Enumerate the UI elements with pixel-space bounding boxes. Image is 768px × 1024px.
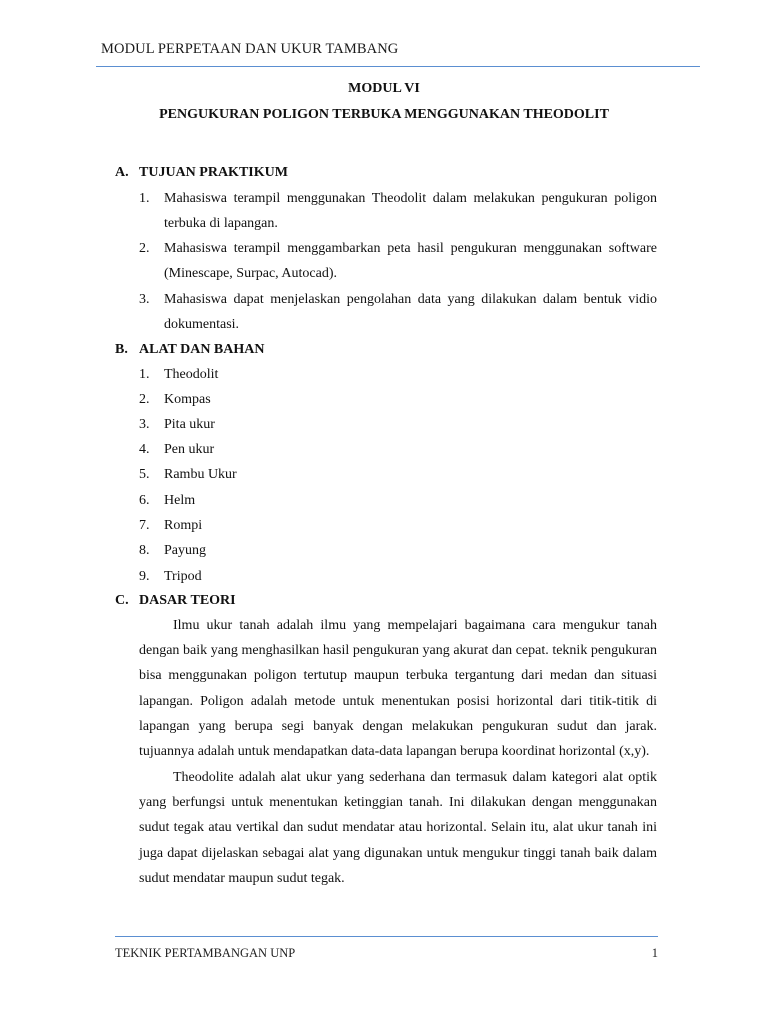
list-number: 4. [139,442,150,457]
list-item [139,462,657,487]
section-b-heading [115,342,265,358]
list-number: 3. [139,292,150,307]
section-letter: B. [115,342,128,357]
section-a-heading [115,165,288,181]
list-number: 1. [139,191,150,206]
list-text: Kompas [164,392,211,407]
list-text: Mahasiswa terampil menggambarkan peta hasil pengukuran menggunakan software (Minescape, Surpac, Autocad). [164,241,657,281]
list-item [139,362,657,387]
list-number: 2. [139,392,150,407]
section-title: ALAT DAN BAHAN [139,342,265,357]
list-item [139,412,657,437]
list-number: 1. [139,367,150,382]
section-title: TUJUAN PRAKTIKUM [139,165,288,180]
body-paragraph: Ilmu ukur tanah adalah ilmu yang mempelajari bagaimana cara mengukur tanah dengan baik yang menghasilkan hasil pengukuran yang akurat dan cepat. teknik pengukuran bisa menggunakan poligon tertutup maupun terbuka tergantung dari medan dan situasi lapangan. Poligon adalah metode untuk menentukan posisi horizontal dari titik-titik di lapangan yang berupa segi banyak dengan melakukan pengukuran sudut dan jarak. tujuannya adalah untuk mendapatkan data-data lapangan berupa koordinat horizontal (x,y). [139,618,657,760]
list-item [139,488,657,513]
running-header: MODUL PERPETAAN DAN UKUR TAMBANG [101,41,399,57]
list-text: Theodolit [164,367,219,382]
footer-rule [115,936,658,937]
list-text: Tripod [164,569,202,584]
list-text: Pen ukur [164,442,215,457]
list-text: Payung [164,543,206,558]
list-text: Pita ukur [164,417,215,432]
list-number: 3. [139,417,150,432]
section-title: DASAR TEORI [139,593,236,608]
section-c-heading [115,593,236,609]
header-rule [96,66,700,67]
module-subtitle: PENGUKURAN POLIGON TERBUKA MENGGUNAKAN THEODOLIT [159,107,609,122]
list-text: Rambu Ukur [164,467,237,482]
list-item [139,236,657,286]
list-text: Helm [164,493,196,508]
page-number: 1 [651,946,658,960]
list-number: 8. [139,543,150,558]
list-item [139,387,657,412]
list-text: Mahasiswa dapat menjelaskan pengolahan data yang dilakukan dalam bentuk vidio dokumentasi. [164,292,657,332]
list-item [139,538,657,563]
list-number: 5. [139,467,150,482]
section-letter: C. [115,593,129,608]
list-number: 7. [139,518,150,533]
list-text: Mahasiswa terampil menggunakan Theodolit dalam melakukan pengukuran poligon terbuka di lapangan. [164,191,657,231]
list-number: 9. [139,569,150,584]
running-footer: TEKNIK PERTAMBANGAN UNP [115,946,296,960]
module-title: MODUL VI [348,81,420,96]
list-item [139,513,657,538]
list-number: 2. [139,241,150,256]
list-number: 6. [139,493,150,508]
list-item [139,564,657,589]
section-letter: A. [115,165,129,180]
list-item [139,287,657,337]
body-paragraph: Theodolite adalah alat ukur yang sederhana dan termasuk dalam kategori alat optik yang berfungsi untuk menentukan ketinggian tanah. Ini dilakukan dengan menggunakan sudut tegak atau vertikal dan sudut mendatar atau horizontal. Selain itu, alat ukur tanah ini juga dapat dijelaskan sebagai alat yang digunakan untuk mengukur tinggi tanah baik dalam sudut mendatar maupun sudut tegak. [139,770,657,886]
list-text: Rompi [164,518,203,533]
list-item [139,186,657,236]
list-item [139,437,657,462]
